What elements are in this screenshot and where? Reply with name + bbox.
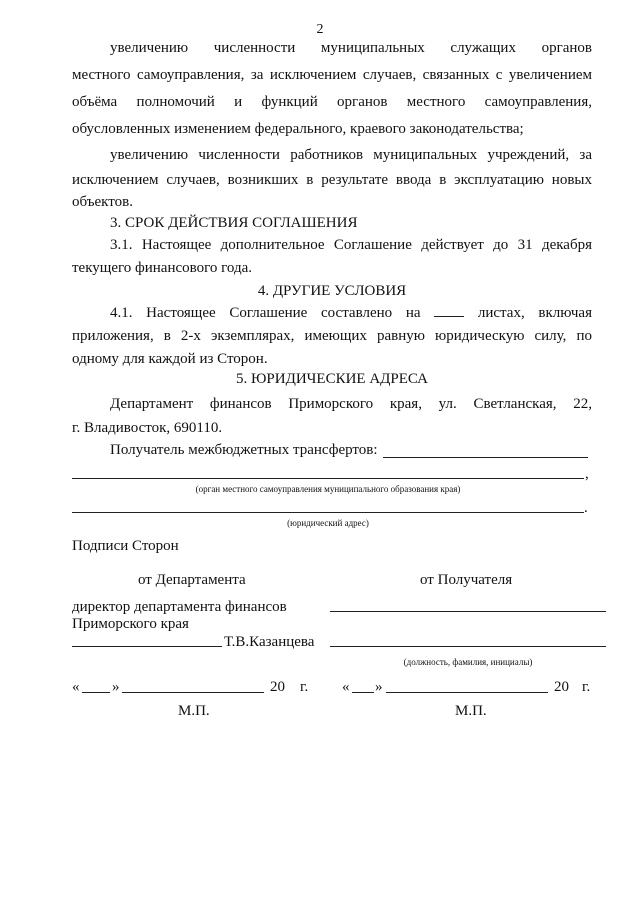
address-line <box>72 512 584 513</box>
section4-line2: приложения, в 2-х экземплярах, имеющих равную юридическую силу, по <box>72 328 592 344</box>
recip-date-year: 20 <box>554 679 569 695</box>
caption-org: (орган местного самоуправления муниципального образования края) <box>195 484 461 494</box>
para1-line4: обусловленных изменением федерального, краевого законодательства; <box>72 121 524 137</box>
from-recipient: от Получателя <box>420 572 513 588</box>
signer-name: Т.В.Казанцева <box>224 634 315 650</box>
section4-line1-after: листах, включая <box>477 305 592 321</box>
para2-line3: объектов. <box>72 194 133 210</box>
org-line-comma: , <box>585 466 589 482</box>
para1-line1: увеличению численности муниципальных служащих органов <box>110 40 592 56</box>
caption-address: (юридический адрес) <box>287 518 369 528</box>
section3-line1: 3.1. Настоящее дополнительное Соглашение действует до 31 декабря <box>110 237 592 253</box>
section4-line1 <box>72 301 592 326</box>
section3-heading: 3. СРОК ДЕЙСТВИЯ СОГЛАШЕНИЯ <box>110 215 358 231</box>
recip-date-g: г. <box>582 679 591 695</box>
org-line <box>72 478 584 479</box>
section5-line1: Департамент финансов Приморского края, ул. Светланская, 22, <box>110 396 592 412</box>
recipient-line <box>383 457 588 458</box>
para1-line3: объёма полномочий и функций органов местного самоуправления, <box>72 94 592 110</box>
section4-heading: 4. ДРУГИЕ УСЛОВИЯ <box>257 283 407 299</box>
from-department: от Департамента <box>138 572 246 588</box>
dept-date-day-line <box>82 692 110 693</box>
dept-date-year: 20 <box>270 679 285 695</box>
recip-date-quote-open: « <box>342 679 350 695</box>
recip-stamp: М.П. <box>455 703 487 719</box>
position-line1: директор департамента финансов <box>72 599 287 615</box>
recip-date-quote-close: » <box>375 679 383 695</box>
section5-heading: 5. ЮРИДИЧЕСКИЕ АДРЕСА <box>236 371 428 387</box>
page-number: 2 <box>316 22 324 37</box>
signatures-title: Подписи Сторон <box>72 538 179 554</box>
para1-line2: местного самоуправления, за исключением случаев, связанных с увеличением <box>72 67 592 83</box>
department-sign-line <box>72 646 222 647</box>
dept-date-quote-open: « <box>72 679 80 695</box>
recip-date-day-line <box>352 692 374 693</box>
dept-date-g: г. <box>300 679 309 695</box>
recipient-sign-line2 <box>330 646 606 647</box>
recipient-sign-line1 <box>330 611 606 612</box>
section5-line2: г. Владивосток, 690110. <box>72 420 223 436</box>
sheets-count-blank <box>434 302 464 317</box>
dept-date-quote-close: » <box>112 679 120 695</box>
recipient-label: Получатель межбюджетных трансфертов: <box>110 442 378 458</box>
dept-date-month-line <box>122 692 264 693</box>
para2-line1: увеличению численности работников муниципальных учреждений, за <box>110 147 592 163</box>
address-line-period: . <box>584 500 588 516</box>
section3-line2: текущего финансового года. <box>72 260 253 276</box>
caption-position: (должность, фамилия, инициалы) <box>403 657 533 667</box>
recip-date-month-line <box>386 692 548 693</box>
para2-line2: исключением случаев, возникших в результате ввода в эксплуатацию новых <box>72 172 592 188</box>
section4-line3: одному для каждой из Сторон. <box>72 351 268 367</box>
section4-line1-before: 4.1. Настоящее Соглашение составлено на <box>110 305 421 321</box>
position-line2: Приморского края <box>72 616 189 632</box>
dept-stamp: М.П. <box>178 703 210 719</box>
